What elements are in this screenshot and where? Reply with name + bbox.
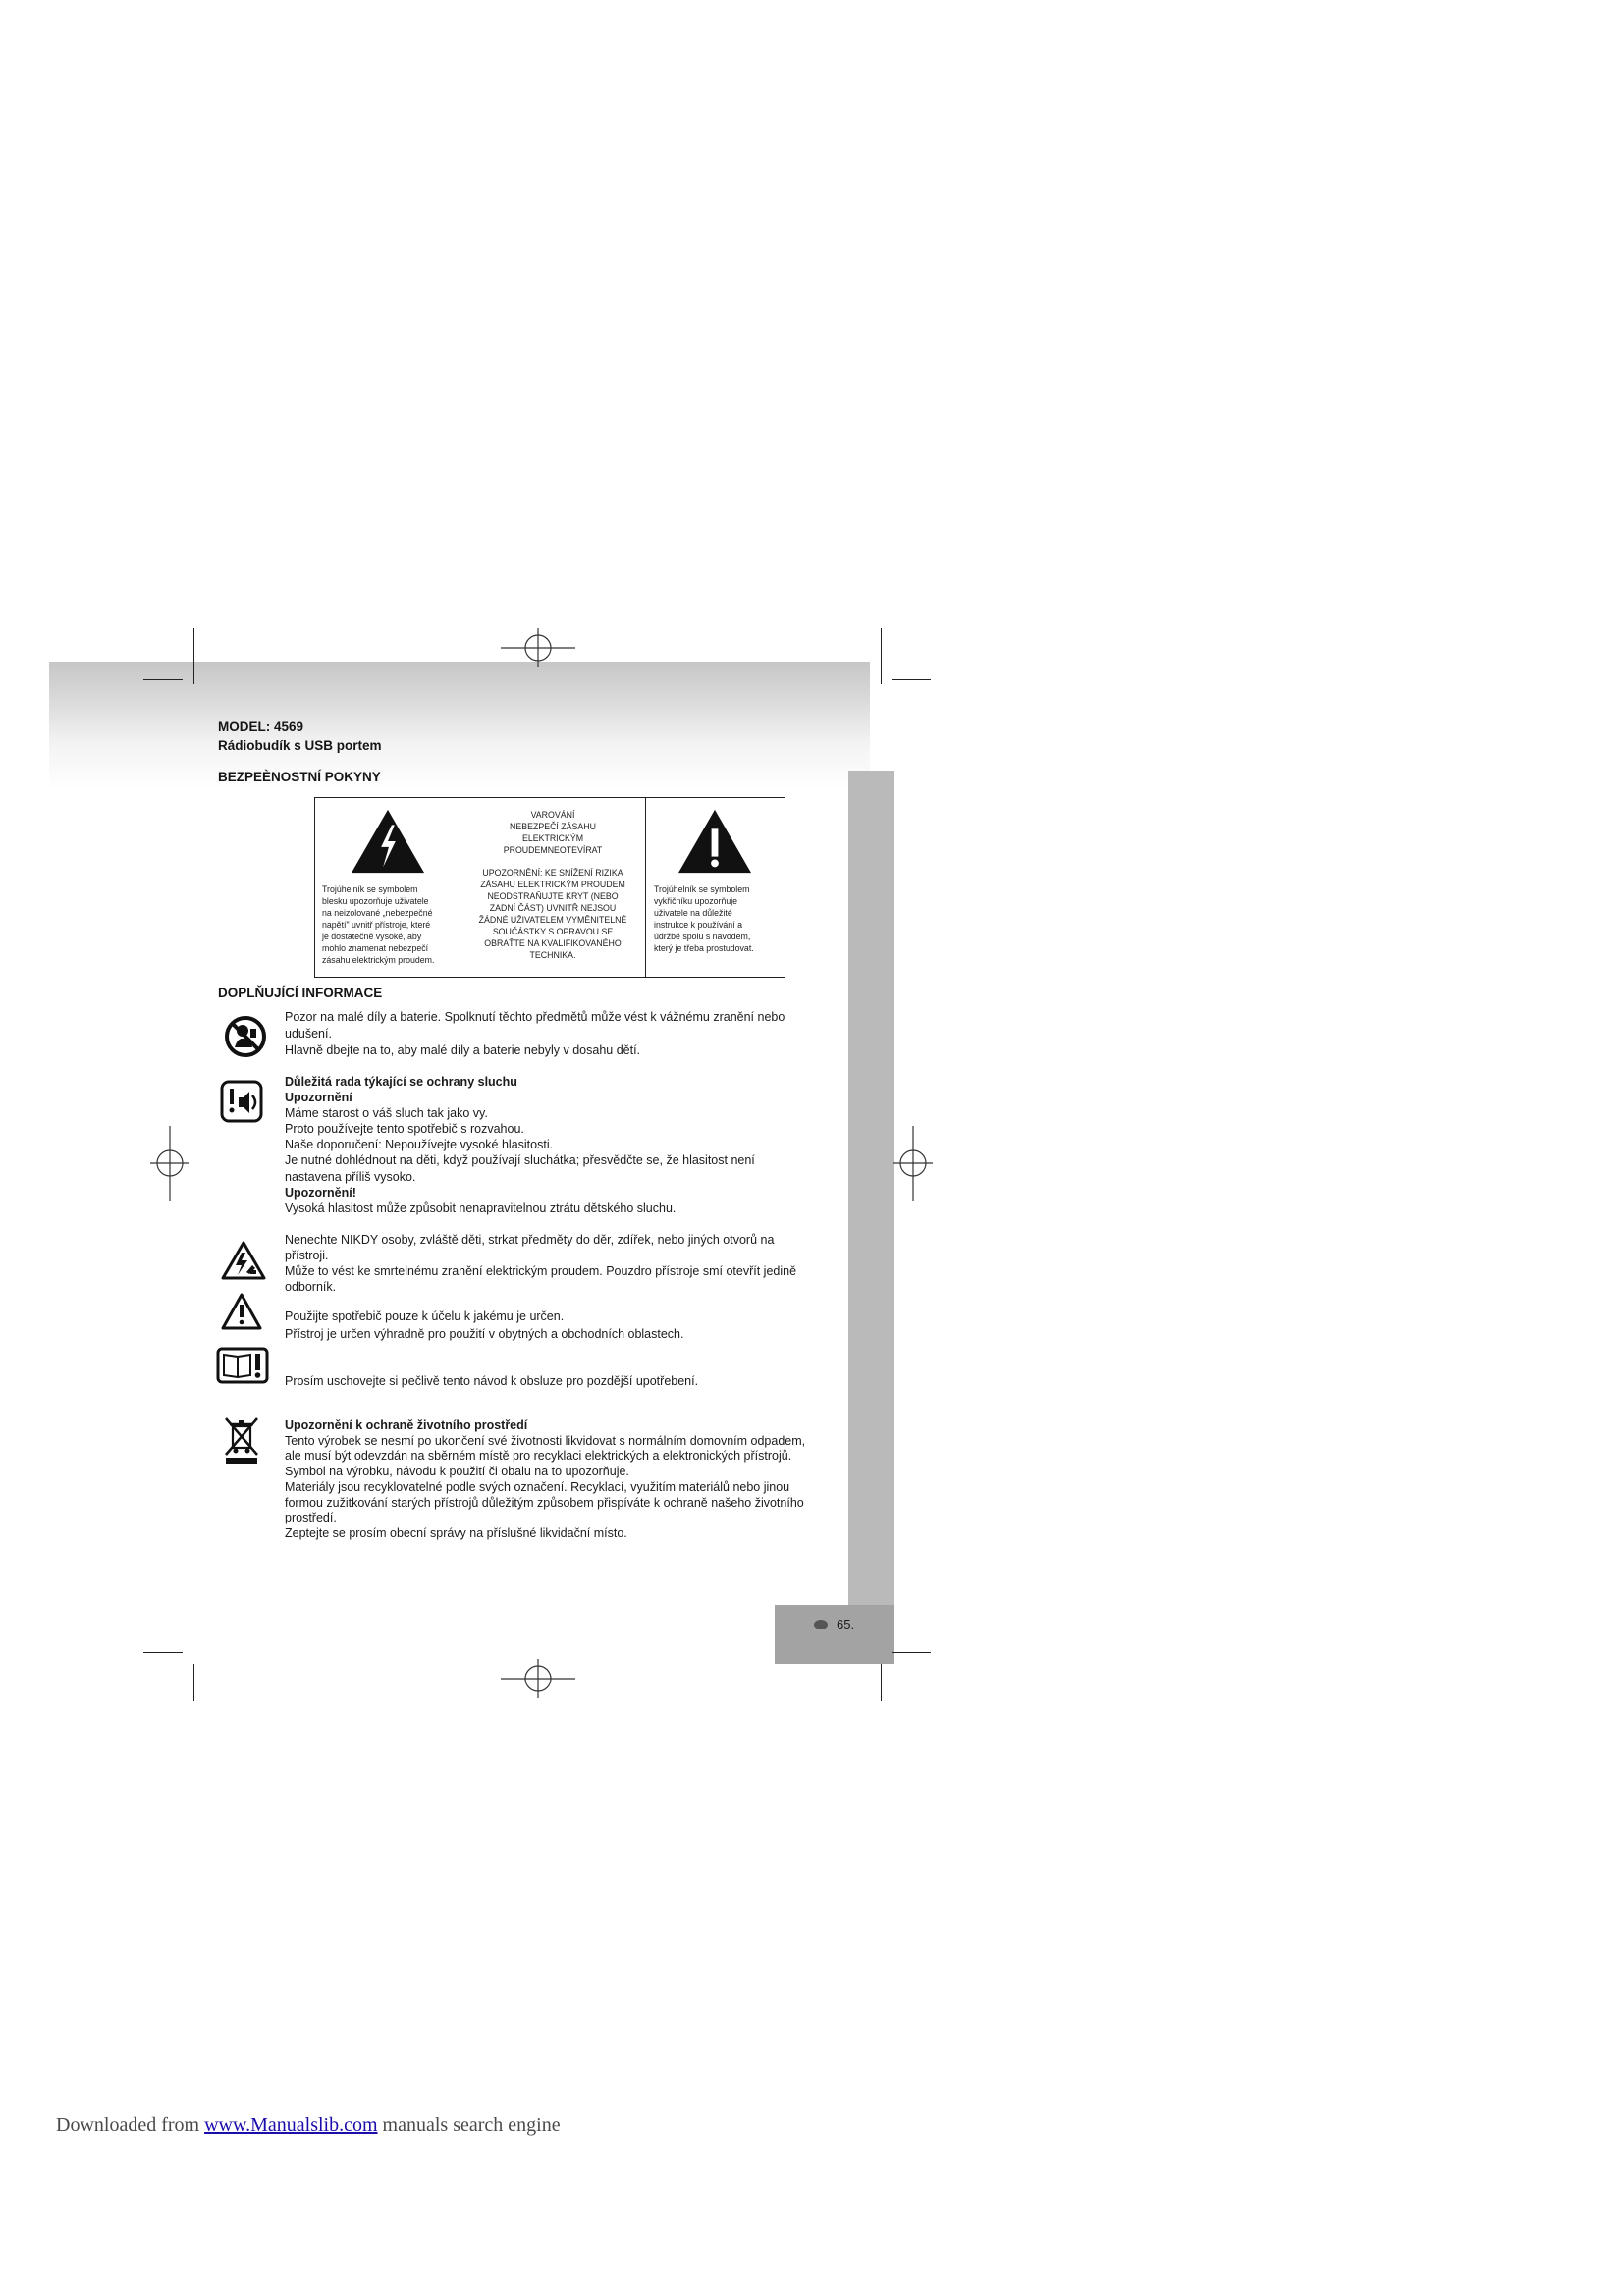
caution-title (460, 809, 645, 856)
table-text-line: vykřičníku upozorňuje (654, 896, 738, 906)
table-text-line: NEBEZPEČÍ ZÁSAHU (510, 822, 596, 831)
hearing-protection-text (285, 1074, 755, 1216)
text-line: Je nutné dohlédnout na děti, když používají sluchátka; přesvědčte se, že hlasitost není (285, 1153, 755, 1168)
text-line: přístroji. (285, 1249, 329, 1262)
header-band (49, 662, 870, 789)
electric-shock-warning-icon (221, 1240, 266, 1281)
text-line: Přístroj je určen výhradně pro použití v obytných a obchodních oblastech. (285, 1326, 684, 1341)
crop-mark-bottom-right-vertical (881, 1664, 882, 1701)
text-line: odborník. (285, 1280, 337, 1294)
text-line-bold: Upozornění! (285, 1185, 356, 1200)
text-line-bold: Upozornění (285, 1091, 352, 1105)
text-line: formou zužitkování starých přístrojů důležitým způsobem přispíváte k ochraně našeho životního (285, 1495, 804, 1510)
table-text-line: na neizolované „nebezpečné (322, 908, 433, 918)
table-text-line: OBRAŤTE NA KVALIFIKOVANÉHO (484, 938, 622, 948)
registration-mark-bottom-icon (499, 1657, 577, 1700)
text-line: Symbol na výrobku, návodu k použití či obalu na to upozorňuje. (285, 1465, 629, 1479)
text-line: Materiály jsou recyklovatelné podle svých označení. Recyklací, využitím materiálů nebo jinou (285, 1479, 790, 1494)
caution-text-cell (460, 798, 646, 977)
crop-mark-bottom-right-horizontal (892, 1652, 931, 1653)
text-line: Nenechte NIKDY osoby, zvláště děti, strkat předměty do děr, zdířek, nebo jiných otvorů na (285, 1233, 775, 1247)
keep-manual-text (285, 1373, 698, 1389)
lightning-triangle-icon (350, 807, 426, 876)
footer-prefix: Downloaded from (56, 2114, 200, 2136)
table-text-line: ZÁSAHU ELEKTRICKÝM PROUDEM (480, 880, 625, 889)
table-text-line: který je třeba prostudovat. (654, 943, 754, 953)
lightning-warning-cell (315, 798, 460, 977)
text-line: prostředí. (285, 1511, 337, 1525)
text-line-bold: Upozornění k ochraně životního prostředí (285, 1418, 528, 1432)
table-text-line: UPOZORNĚNÍ: KE SNÍŽENÍ RIZIKA (482, 868, 623, 878)
text-line: Tento výrobek se nesmí po ukončení své životnosti likvidovat s normálním domovním odpadem, (285, 1433, 806, 1448)
table-text-line: napětí" uvnitř přístroje, které (322, 920, 431, 930)
environment-protection-text (285, 1418, 805, 1542)
table-text-line: je dostatečně vysoké, aby (322, 932, 422, 941)
table-text-line: uživatele na důležité (654, 908, 732, 918)
crop-mark-bottom-left-vertical (193, 1664, 194, 1701)
text-line: Prosím uschovejte si pečlivě tento návod k obsluze pro pozdější upotřebení. (285, 1374, 699, 1388)
text-line: Pozor na malé díly a baterie. Spolknutí těchto předmětů může vést k vážnému zranění nebo (285, 1010, 785, 1024)
exclamation-warning-cell (646, 798, 785, 977)
text-line: Proto používejte tento spotřebič s rozvahou. (285, 1122, 524, 1137)
manualslib-link[interactable]: www.Manualslib.com (204, 2114, 378, 2136)
table-text-line: ELEKTRICKÝM (521, 833, 584, 843)
download-footer (56, 2112, 561, 2138)
table-text-line: blesku upozorňuje uživatele (322, 896, 429, 906)
text-line: nastavena příliš vysoko. (285, 1169, 416, 1184)
language-badge-icon (814, 1620, 828, 1629)
caution-body (460, 867, 645, 961)
footer-suffix: manuals search engine (382, 2114, 561, 2136)
hearing-warning-icon (220, 1080, 263, 1123)
text-line-bold: Důležitá rada týkající se ochrany sluchu (285, 1075, 517, 1089)
additional-info-heading: DOPLŇUJÍCÍ INFORMACE (218, 986, 383, 1000)
table-text-line: ZADNÍ ČÁST) UVNITŘ NEJSOU (489, 903, 617, 913)
crossed-bin-icon (222, 1414, 261, 1465)
text-line: Vysoká hlasitost může způsobit nenapravitelnou ztrátu dětského sluchu. (285, 1201, 677, 1215)
table-text-line: ŽÁDNÉ UŽIVATELEM VYMĚNITELNÉ (478, 915, 627, 925)
manual-book-icon (216, 1347, 269, 1384)
electric-shock-warning-text (285, 1232, 796, 1295)
lightning-warning-text (322, 883, 434, 966)
table-text-line: PROUDEMNEOTEVÍRAT (503, 845, 603, 855)
intended-use-text (285, 1308, 683, 1343)
registration-mark-top-icon (499, 626, 577, 669)
crop-mark-top-right-horizontal (892, 679, 931, 680)
text-line: Zeptejte se prosím obecní správy na příslušné likvidační místo. (285, 1525, 627, 1540)
text-line: udušení. (285, 1027, 332, 1041)
product-name: Rádiobudík s USB portem (218, 738, 382, 753)
text-line: Máme starost o váš sluch tak jako vy. (285, 1106, 488, 1121)
table-text-line: Trojúhelník se symbolem (654, 884, 750, 894)
table-text-line: zásahu elektrickým proudem. (322, 955, 435, 965)
text-line: Může to vést ke smrtelnému zranění elektrickým proudem. Pouzdro přístroje smí otevřít jedině (285, 1264, 797, 1278)
safety-instructions-heading: BEZPEÈNOSTNÍ POKYNY (218, 770, 381, 784)
text-line: ale musí být odevzdán na sběrném místě pro recyklaci elektrických a elektronických přístrojů. (285, 1449, 792, 1464)
table-text-line: údržbě spolu s navodem, (654, 932, 751, 941)
crop-mark-top-left-horizontal (143, 679, 183, 680)
crop-mark-top-left-vertical (193, 628, 194, 684)
registration-mark-right-icon (892, 1124, 935, 1202)
crop-mark-bottom-left-horizontal (143, 1652, 183, 1653)
no-small-parts-icon (224, 1015, 267, 1058)
exclamation-warning-text (654, 883, 754, 954)
small-parts-warning-text (285, 1009, 785, 1059)
caution-triangle-icon (221, 1292, 262, 1331)
registration-mark-left-icon (148, 1124, 191, 1202)
crop-mark-top-right-vertical (881, 628, 882, 684)
safety-warning-table (314, 797, 785, 978)
table-text-line: VAROVÁNÍ (530, 810, 575, 820)
page-number-box (775, 1605, 894, 1664)
table-text-line: instrukce k používání a (654, 920, 742, 930)
text-line: Použijte spotřebič pouze k účelu k jakému je určen. (285, 1309, 565, 1323)
table-text-line: mohlo znamenat nebezpečí (322, 943, 429, 953)
model-number: MODEL: 4569 (218, 720, 304, 734)
table-text-line: TECHNIKA. (529, 950, 576, 960)
exclamation-triangle-icon (677, 807, 753, 876)
text-line: Naše doporučení: Nepoužívejte vysoké hlasitosti. (285, 1138, 554, 1152)
text-line: Hlavně dbejte na to, aby malé díly a baterie nebyly v dosahu dětí. (285, 1043, 641, 1057)
table-text-line: NEODSTRAŇUJTE KRYT (NEBO (487, 891, 619, 901)
table-text-line: Trojúhelník se symbolem (322, 884, 418, 894)
side-tab-bar (848, 771, 894, 1605)
page-number: 65. (837, 1617, 855, 1631)
table-text-line: SOUČÁSTKY S OPRAVOU SE (492, 927, 614, 936)
